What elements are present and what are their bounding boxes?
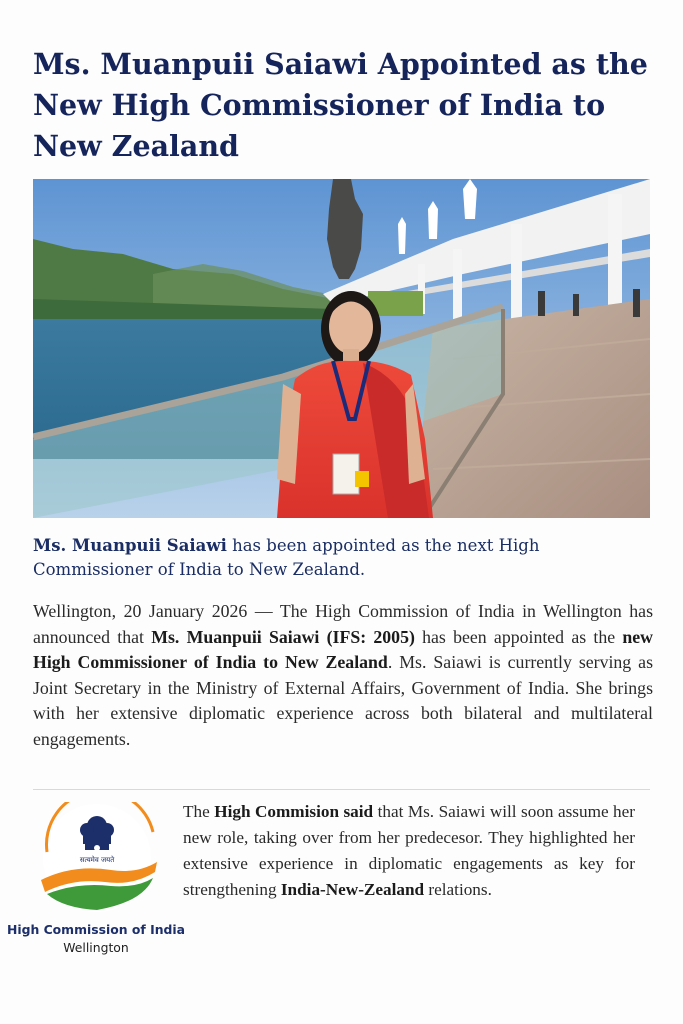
statement-text-3: relations. — [424, 880, 492, 899]
high-commission-logo — [33, 802, 161, 914]
body-text-2: has been appointed as the — [414, 626, 623, 647]
article-photo — [33, 179, 650, 518]
statement-text-1: The — [183, 802, 215, 821]
logo-motto: सत्यमेव जयते — [79, 856, 115, 864]
statement-bold-2: India-New-Zealand — [280, 880, 425, 899]
org-city: Wellington — [63, 940, 129, 955]
org-name: High Commission of India — [6, 922, 186, 937]
article-body — [33, 599, 653, 752]
article-headline: Ms. Muanpuii Saiawi Appointed as the New High Commissioner of India to New Zealand — [33, 47, 648, 163]
statement-text-2: that Ms. Saiawi will soon assume her new role, taking over from her predecesor. They highlighted her extensive experience in diplomatic engagements as key for strengthening — [183, 802, 635, 899]
body-text-3: . Ms. Saiawi is currently serving as Joint Secretary in the Ministry of External Affairs, Government of India. She brings with her extensive diplomatic experience across both bilateral and multilateral engagements. — [33, 652, 653, 749]
body-name: Ms. Muanpuii Saiawi (IFS: 2005) — [151, 626, 415, 647]
body-role: new High Commissioner of India to New Zealand — [33, 626, 653, 672]
photo-caption — [33, 534, 653, 582]
statement-bold-1: High Commision said — [214, 802, 374, 821]
caption-name: Ms. Muanpuii Saiawi — [33, 536, 227, 555]
caption-text: has been appointed as the next High Commissioner of India to New Zealand. — [33, 536, 540, 579]
body-text-1: Wellington, 20 January 2026 — The High Commission of India in Wellington has announced that — [33, 601, 653, 647]
section-divider — [33, 789, 650, 790]
commission-statement — [183, 799, 635, 903]
